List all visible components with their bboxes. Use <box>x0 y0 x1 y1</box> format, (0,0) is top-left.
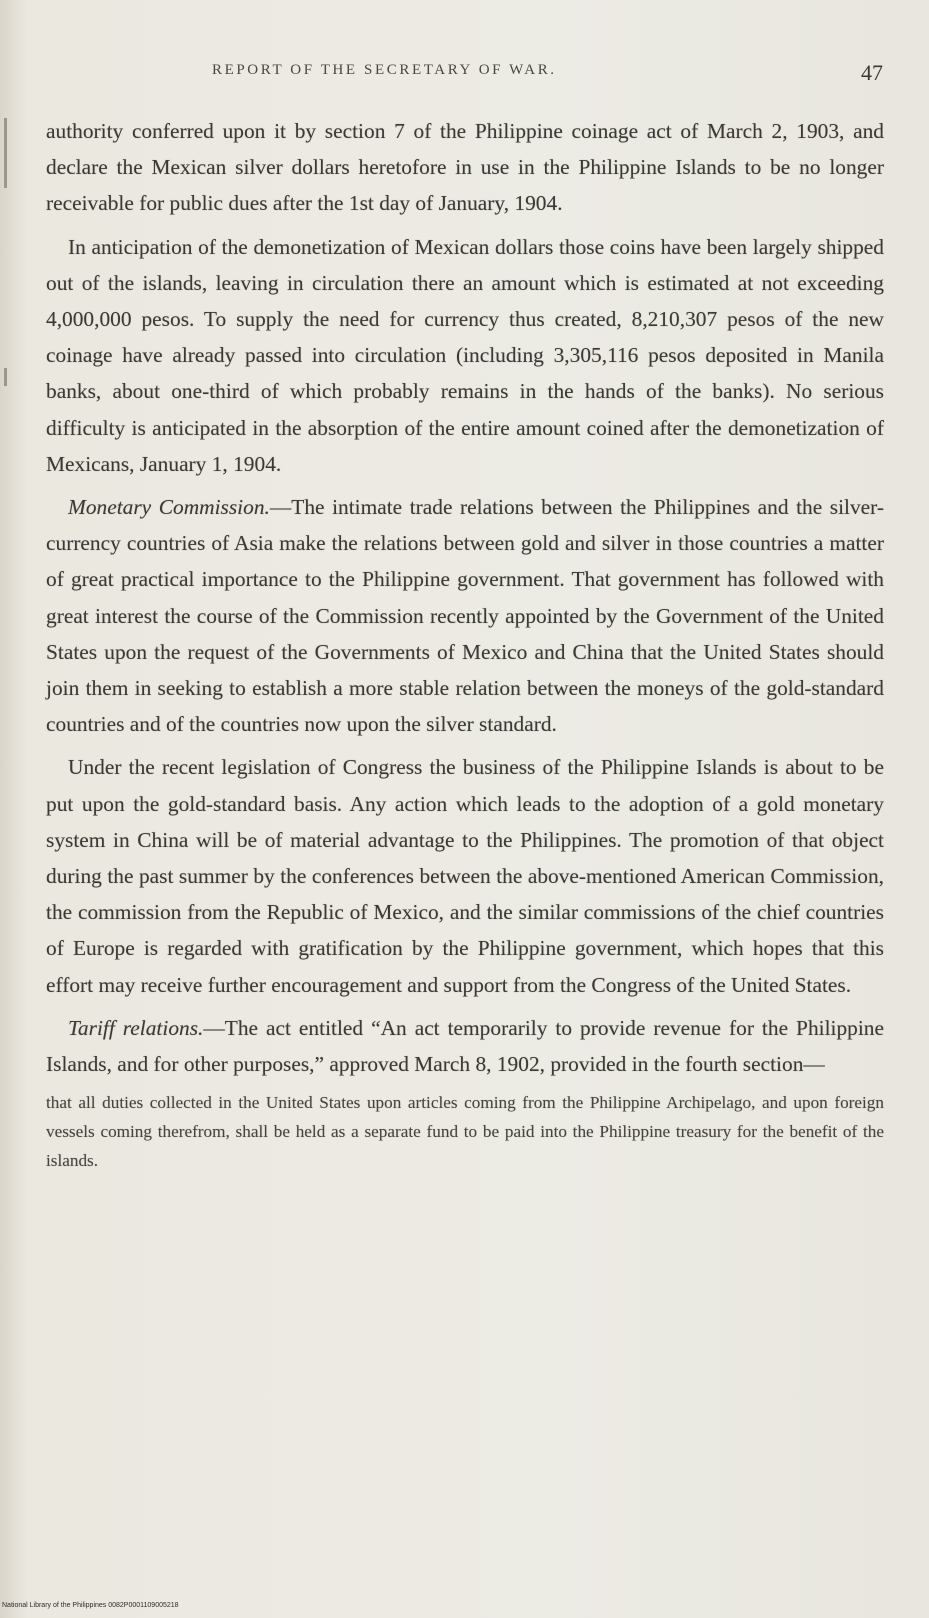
page-header <box>0 60 929 90</box>
section-heading: Monetary Commission. <box>68 495 270 520</box>
body-text <box>46 113 884 1175</box>
paragraph-text: authority conferred upon it by section 7 of the Philippine coinage act of March 2, 1903, and declare the Mexican silver dollars heretofore in use in the Philippine Islands to be no longer receivable for public dues after the 1st day of January, 1904. <box>46 119 884 216</box>
paragraph-text: —The act entitled “An act temporarily to provide revenue for the Philippine Islands, and for other purposes,” approved March 8, 1902, provided in the fourth section— <box>46 1015 884 1077</box>
paragraph <box>46 749 884 1002</box>
page-number: 47 <box>861 60 883 85</box>
paragraph-text: Under the recent legislation of Congress the business of the Philippine Islands is about to be put upon the gold-standard basis. Any action which leads to the adoption of a gold monetary system in China will be of material advantage to the Philippines. The promotion of that object during the past summer by the conferences between the above-mentioned American Commission, the commission from the Republic of Mexico, and the similar commissions of the chief countries of Europe is regarded with gratification by the Philippine government, which hopes that this effort may receive further encouragement and support from the Congress of the United States. <box>46 755 884 997</box>
scan-source-line: National Library of the Philippines 0082P0001109005218 <box>2 1602 179 1609</box>
paragraph-text: —The intimate trade relations between the Philippines and the silver-currency countries of Asia make the relations between gold and silver in those countries a matter of great practical importance to the Philippine government. That government has followed with great interest the course of the Commission recently appointed by the Government of the United States upon the request of the Governments of Mexico and China that the United States should join them in seeking to establish a more stable relation between the moneys of the gold-standard countries and of the countries now upon the silver standard. <box>46 495 884 737</box>
paragraph <box>46 229 884 482</box>
paragraph <box>46 113 884 222</box>
paragraph <box>46 489 884 742</box>
section-heading: Tariff relations. <box>68 1015 204 1040</box>
binding-mark <box>4 118 7 188</box>
running-head: REPORT OF THE SECRETARY OF WAR. <box>212 62 557 78</box>
binding-mark <box>4 368 7 386</box>
paragraph-text: In anticipation of the demonetization of Mexican dollars those coins have been largely shipped out of the islands, leaving in circulation there an amount which is estimated at not exceeding 4,000,000 pesos. To supply the need for currency thus created, 8,210,307 pesos of the new coinage have already passed into circulation (including 3,305,116 pesos deposited in Manila banks, about one-third of which probably remains in the hands of the banks). No serious difficulty is anticipated in the absorption of the entire amount coined after the demonetization of Mexicans, January 1, 1904. <box>46 234 884 476</box>
paragraph <box>46 1010 884 1082</box>
block-quote: that all duties collected in the United States upon articles coming from the Philippine Archipelago, and upon foreign vessels coming therefrom, shall be held as a separate fund to be paid into the Philippine treasury for the benefit of the islands. <box>46 1093 884 1171</box>
